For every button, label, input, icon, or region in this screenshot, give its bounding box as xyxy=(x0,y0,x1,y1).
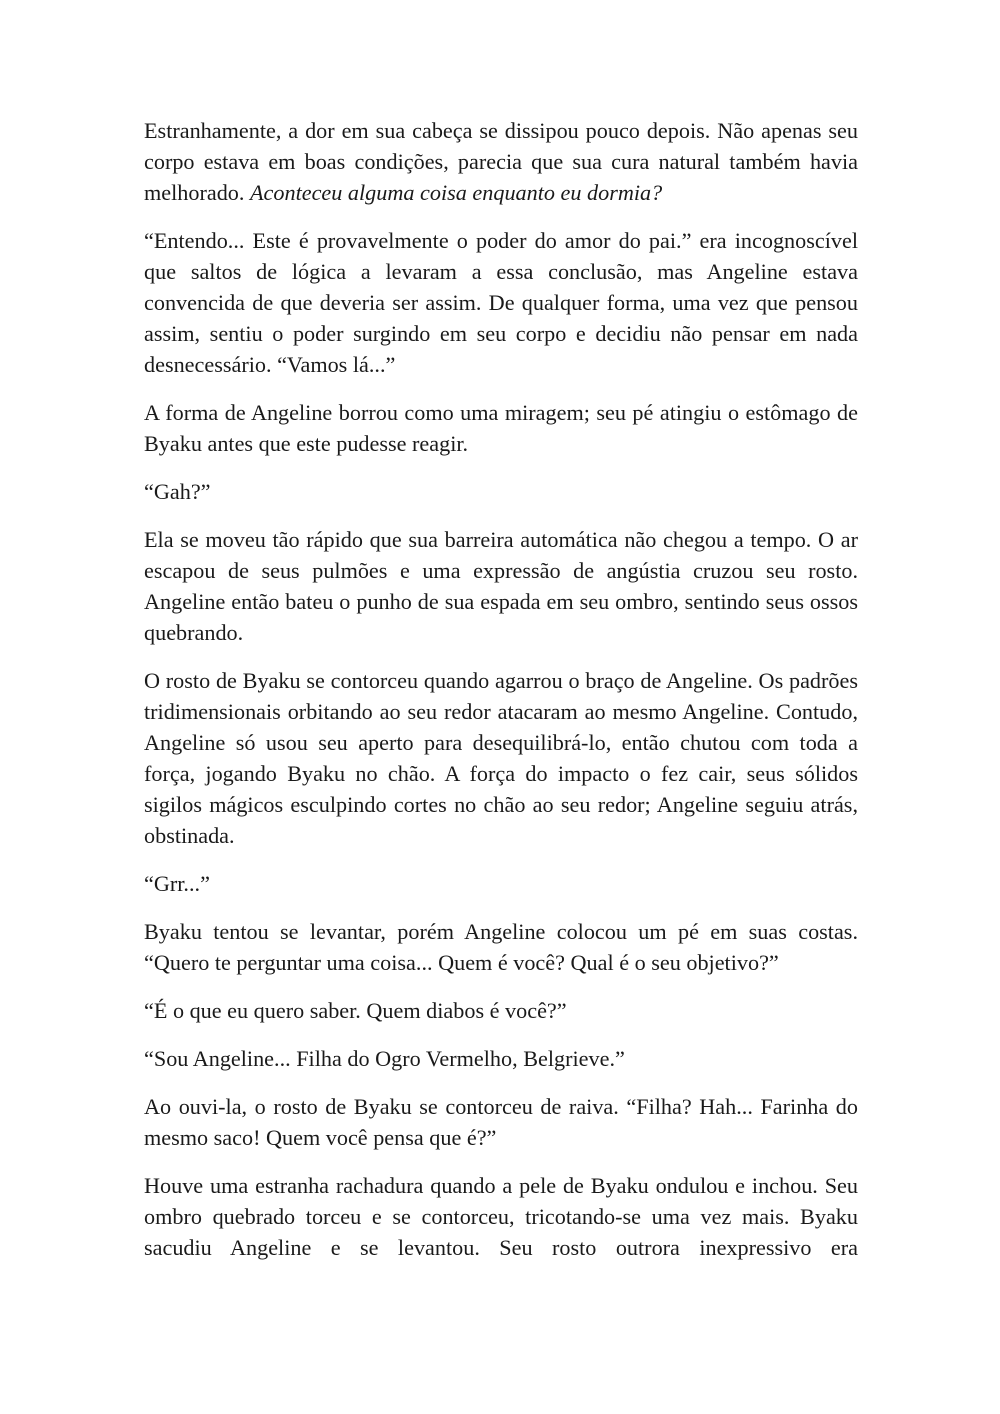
paragraph-10: “Sou Angeline... Filha do Ogro Vermelho, Belgrieve.” xyxy=(144,1046,625,1071)
paragraph-2: “Entendo... Este é provavelmente o poder do amor do pai.” era incognoscível que saltos de lógica a levaram a essa conclusão, mas Angeline estava convencida de que deveria ser assim. De qualquer forma, uma vez que pensou assim, sentiu o poder surgindo em seu corpo e decidiu não pensar em nada desnecessário. “Vamos lá...” xyxy=(144,228,858,377)
paragraph-1-text: Estranhamente, a dor em sua cabeça se dissipou pouco depois. Não apenas seu corpo estava em boas condições, parecia que sua cura natural também havia melhorado. xyxy=(144,118,858,205)
paragraph-8: Byaku tentou se levantar, porém Angeline colocou um pé em suas costas. “Quero te perguntar uma coisa... Quem é você? Qual é o seu objetivo?” xyxy=(144,919,858,975)
paragraph-7: “Grr...” xyxy=(144,871,210,896)
document-page xyxy=(144,115,858,1280)
paragraph-9: “É o que eu quero saber. Quem diabos é você?” xyxy=(144,998,567,1023)
paragraph-11: Ao ouvi-la, o rosto de Byaku se contorceu de raiva. “Filha? Hah... Farinha do mesmo saco! Quem você pensa que é?” xyxy=(144,1094,858,1150)
paragraph-1 xyxy=(144,115,858,208)
paragraph-12: Houve uma estranha rachadura quando a pele de Byaku ondulou e inchou. Seu ombro quebrado torceu e se contorceu, tricotando-se uma vez mais. Byaku sacudiu Angeline e se levantou. Seu rosto outrora inexpressivo era xyxy=(144,1173,858,1260)
paragraph-1-italic-thought: Aconteceu alguma coisa enquanto eu dormia? xyxy=(249,180,663,205)
paragraph-5: Ela se moveu tão rápido que sua barreira automática não chegou a tempo. O ar escapou de seus pulmões e uma expressão de angústia cruzou seu rosto. Angeline então bateu o punho de sua espada em seu ombro, sentindo seus ossos quebrando. xyxy=(144,527,858,645)
paragraph-4: “Gah?” xyxy=(144,479,211,504)
paragraph-3: A forma de Angeline borrou como uma miragem; seu pé atingiu o estômago de Byaku antes que este pudesse reagir. xyxy=(144,400,858,456)
paragraph-6: O rosto de Byaku se contorceu quando agarrou o braço de Angeline. Os padrões tridimensionais orbitando ao seu redor atacaram ao mesmo Angeline. Contudo, Angeline só usou seu aperto para desequilibrá-lo, então chutou com toda a força, jogando Byaku no chão. A força do impacto o fez cair, seus sólidos sigilos mágicos esculpindo cortes no chão ao seu redor; Angeline seguiu atrás, obstinada. xyxy=(144,668,858,848)
